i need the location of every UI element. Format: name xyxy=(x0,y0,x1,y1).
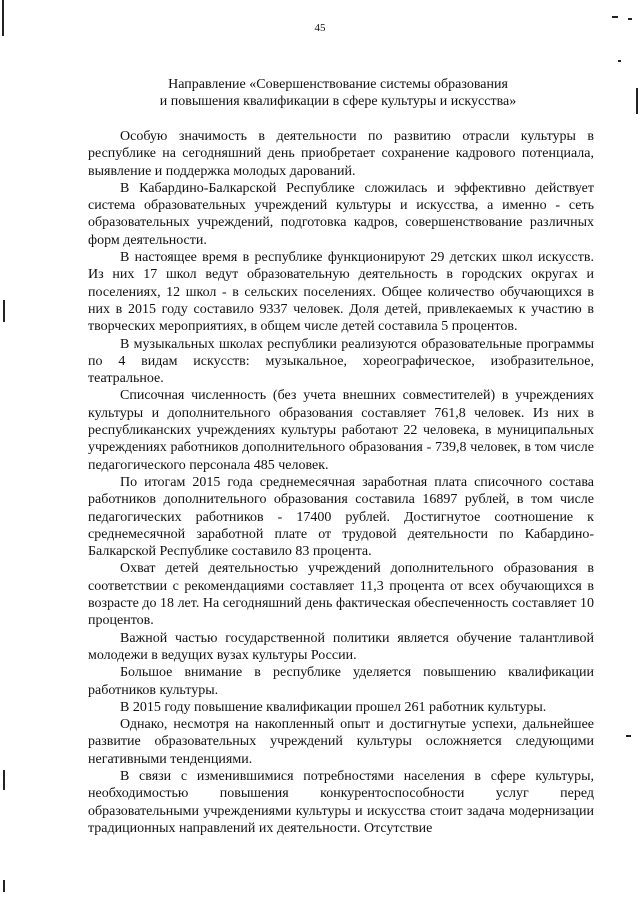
scan-mark-right-low xyxy=(626,735,631,737)
scan-mark-left-low xyxy=(3,770,5,790)
paragraph: Охват детей деятельностью учреждений дополнительного образования в соответствии с рекомендациями составляет 11,3 процента от всех обучающихся в возрасте до 18 лет. На сегодняшний день фактическая обеспеченность составляет 10 процентов. xyxy=(88,561,594,629)
paragraph: Однако, несмотря на накопленный опыт и достигнутые успехи, дальнейшее развитие образовательных учреждений культуры осложняется следующими негативными тенденциями. xyxy=(88,717,594,767)
paragraph: Важной частью государственной политики является обучение талантливой молодежи в ведущих вузах культуры России. xyxy=(88,630,594,663)
scan-mark-right-bar xyxy=(636,88,638,114)
paragraph: В 2015 году повышение квалификации прошел 261 работник культуры. xyxy=(120,699,547,715)
heading-line-2: и повышения квалификации в сфере культуры и искусства» xyxy=(159,94,517,109)
page-number: 45 xyxy=(314,22,326,34)
scan-mark-right-top xyxy=(612,16,618,18)
scan-mark-right-mid xyxy=(618,60,621,62)
paragraph: В связи с изменившимися потребностями населения в сфере культуры, необходимостью повышения конкурентоспособности услуг перед образовательными учреждениями культуры и искусства стоит задача модернизации традиционных направлений их деятельности. Отсутствие xyxy=(88,768,594,836)
scan-mark-right-top2 xyxy=(628,18,632,20)
paragraph: По итогам 2015 года среднемесячная заработная плата списочного состава работников дополнительного образования составила 16897 рублей, в том числе педагогических работников - 17400 рублей. Достигнутое соотношение к среднемесячной заработной плате от трудовой деятельности по Кабардино-Балкарской Республике составило 83 процента. xyxy=(88,474,594,560)
paragraph: Списочная численность (без учета внешних совместителей) в учреждениях культуры и дополнительного образования составляет 761,8 человек. Из них в республиканских учреждениях культуры работают 22 человека, в муниципальных учреждениях работников дополнительного образования - 739,8 человек, в том числе педагогического персонала 485 человек. xyxy=(88,388,594,473)
paragraph: Особую значимость в деятельности по развитию отрасли культуры в республике на сегодняшний день приобретает сохранение кадрового потенциала, выявление и поддержка молодых дарований. xyxy=(88,129,594,179)
paragraph: В музыкальных школах республики реализуются образовательные программы по 4 видам искусств: музыкальное, хореографическое, изобразительное, театральное. xyxy=(88,336,594,387)
section-heading xyxy=(80,76,596,110)
scan-mark-left-bottom xyxy=(3,880,5,892)
scan-mark-left-mid xyxy=(3,300,5,322)
paragraph: В Кабардино-Балкарской Республике сложилась и эффективно действует система образовательных учреждений культуры и искусства, а именно - сеть образовательных учреждений, подготовка кадров, совершенствование различных форм деятельности. xyxy=(88,180,594,248)
heading-line-1: Направление «Совершенствование системы образования xyxy=(168,77,508,92)
body-text xyxy=(88,128,594,837)
paragraph: Большое внимание в республике уделяется повышению квалификации работников культуры. xyxy=(88,665,594,698)
paragraph: В настоящее время в республике функционируют 29 детских школ искусств. Из них 17 школ ведут образовательную деятельность в городских округах и поселениях, 12 школ - в сельских поселениях. Общее количество обучающихся в них в 2015 году составило 9337 человек. Доля детей, привлекаемых к участию в творческих мероприятиях, в общем числе детей составила 5 процентов. xyxy=(88,250,594,335)
